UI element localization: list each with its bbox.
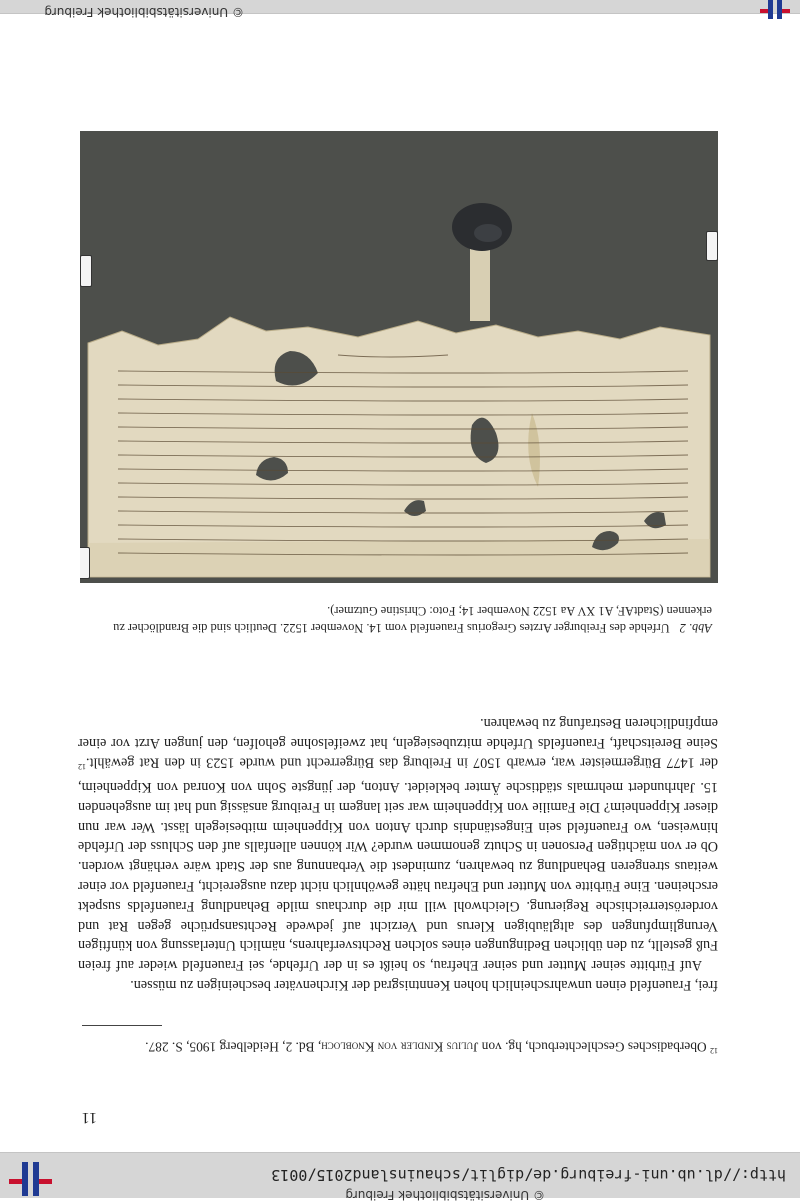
figure-label: Abb. 2 bbox=[679, 621, 712, 635]
footnote bbox=[78, 1039, 718, 1055]
copyright-notice-bottom: © Universitätsbibliothek Freiburg bbox=[44, 5, 244, 19]
footnote-author: Julius Kindler von Knobloch bbox=[321, 1039, 479, 1055]
photo-clip bbox=[80, 547, 90, 579]
footnote-number: 12 bbox=[710, 1046, 718, 1055]
footnote-text-end: , Bd. 2, Heidelberg 1905, S. 287. bbox=[145, 1039, 322, 1055]
photo-clip bbox=[706, 231, 718, 261]
body-text bbox=[78, 712, 718, 994]
browser-url-bar bbox=[0, 1152, 800, 1202]
charter-image bbox=[80, 131, 718, 583]
footnote-reference[interactable]: 12 bbox=[78, 762, 86, 772]
footnote-divider bbox=[82, 1025, 162, 1026]
ub-freiburg-logo-icon[interactable] bbox=[8, 1156, 52, 1196]
viewer-bottom-bar bbox=[0, 0, 800, 19]
paragraph-continuation: Seine Bereitschaft, Frauenfelds Urfehde mitzubesiegeln, hat zweifelsohne geholfen, den jungen Arzt vor einer empfindlicheren Bestrafung zu bewahren. bbox=[78, 714, 718, 751]
figure-caption bbox=[82, 602, 712, 636]
page-number: 11 bbox=[81, 1109, 97, 1126]
ub-freiburg-logo-small-icon[interactable] bbox=[760, 0, 790, 19]
footnote-text: Oberbadisches Geschlechterbuch, hg. von bbox=[478, 1039, 707, 1055]
photo-clip bbox=[80, 255, 92, 287]
copyright-notice: © Universitätsbibliothek Freiburg bbox=[345, 1188, 545, 1202]
paragraph-text: Auf Fürbitte seiner Mutter und seiner Ehefrau, so heißt es in der Urfehde, sei Frauenfeld wieder auf freien Fuß gestellt, zu den üblichen Bedingungen eines solchen Rechtsverfahrens, nämlich Unterlassung von künftigen Verunglimpfungen des altgläubigen Klerus und Verzicht auf jedwede Rechtsansprüche gegen Rat und vorderösterreichische Regierung. Gleichwohl will mir die durchaus milde Behandlung Frauenfelds suspekt erscheinen. Eine Fürbitte von Mutter und Ehefrau hätte gewöhnlich nicht dazu ausgereicht, Frauenfeld vor einer weitaus strengeren Behandlung zu bewahren, zumindest die Verbannung aus der Stadt wäre verhängt worden. Ob er von mächtigen Personen in Schutz genommen wurde? Wir können allenfalls auf den Schluss der Urfehde hinweisen, wo Frauenfeld sein Eingeständnis durch Anton von Kippenheim mitbesiegeln lässt. Wer war nun dieser Kippenheim? Die Familie von Kippenheim war seit langem in Freiburg ansässig und hat im ausgehenden 15. Jahrhundert mehrmals städtische Ämter bekleidet. Anton, der jüngste Sohn von Konrad von Kippenheim, der 1477 Bürgermeister war, erwarb 1507 in Freiburg das Bürgerrecht und wurde 1523 in den Rat gewählt. bbox=[78, 754, 718, 974]
book-page bbox=[0, 14, 800, 1152]
charter-photograph bbox=[80, 131, 718, 583]
paragraph: frei, Frauenfeld einen unwahrscheinlich hohen Kenntnisgrad der Kirchenväter bescheinigen zu müssen. bbox=[130, 977, 718, 993]
page-url[interactable]: http://dl.ub.uni-freiburg.de/diglit/schauinsland2015/0013 bbox=[271, 1166, 786, 1184]
paragraph bbox=[78, 712, 718, 974]
figure-caption-text: Urfehde des Freiburger Arztes Gregorius Frauenfeld vom 14. November 1522. Deutlich sind die Brandlöcher zu erkennen (StadtAF, A1 XV Aa 1522 November 14; Foto: Christine Gutzmer). bbox=[113, 604, 712, 635]
